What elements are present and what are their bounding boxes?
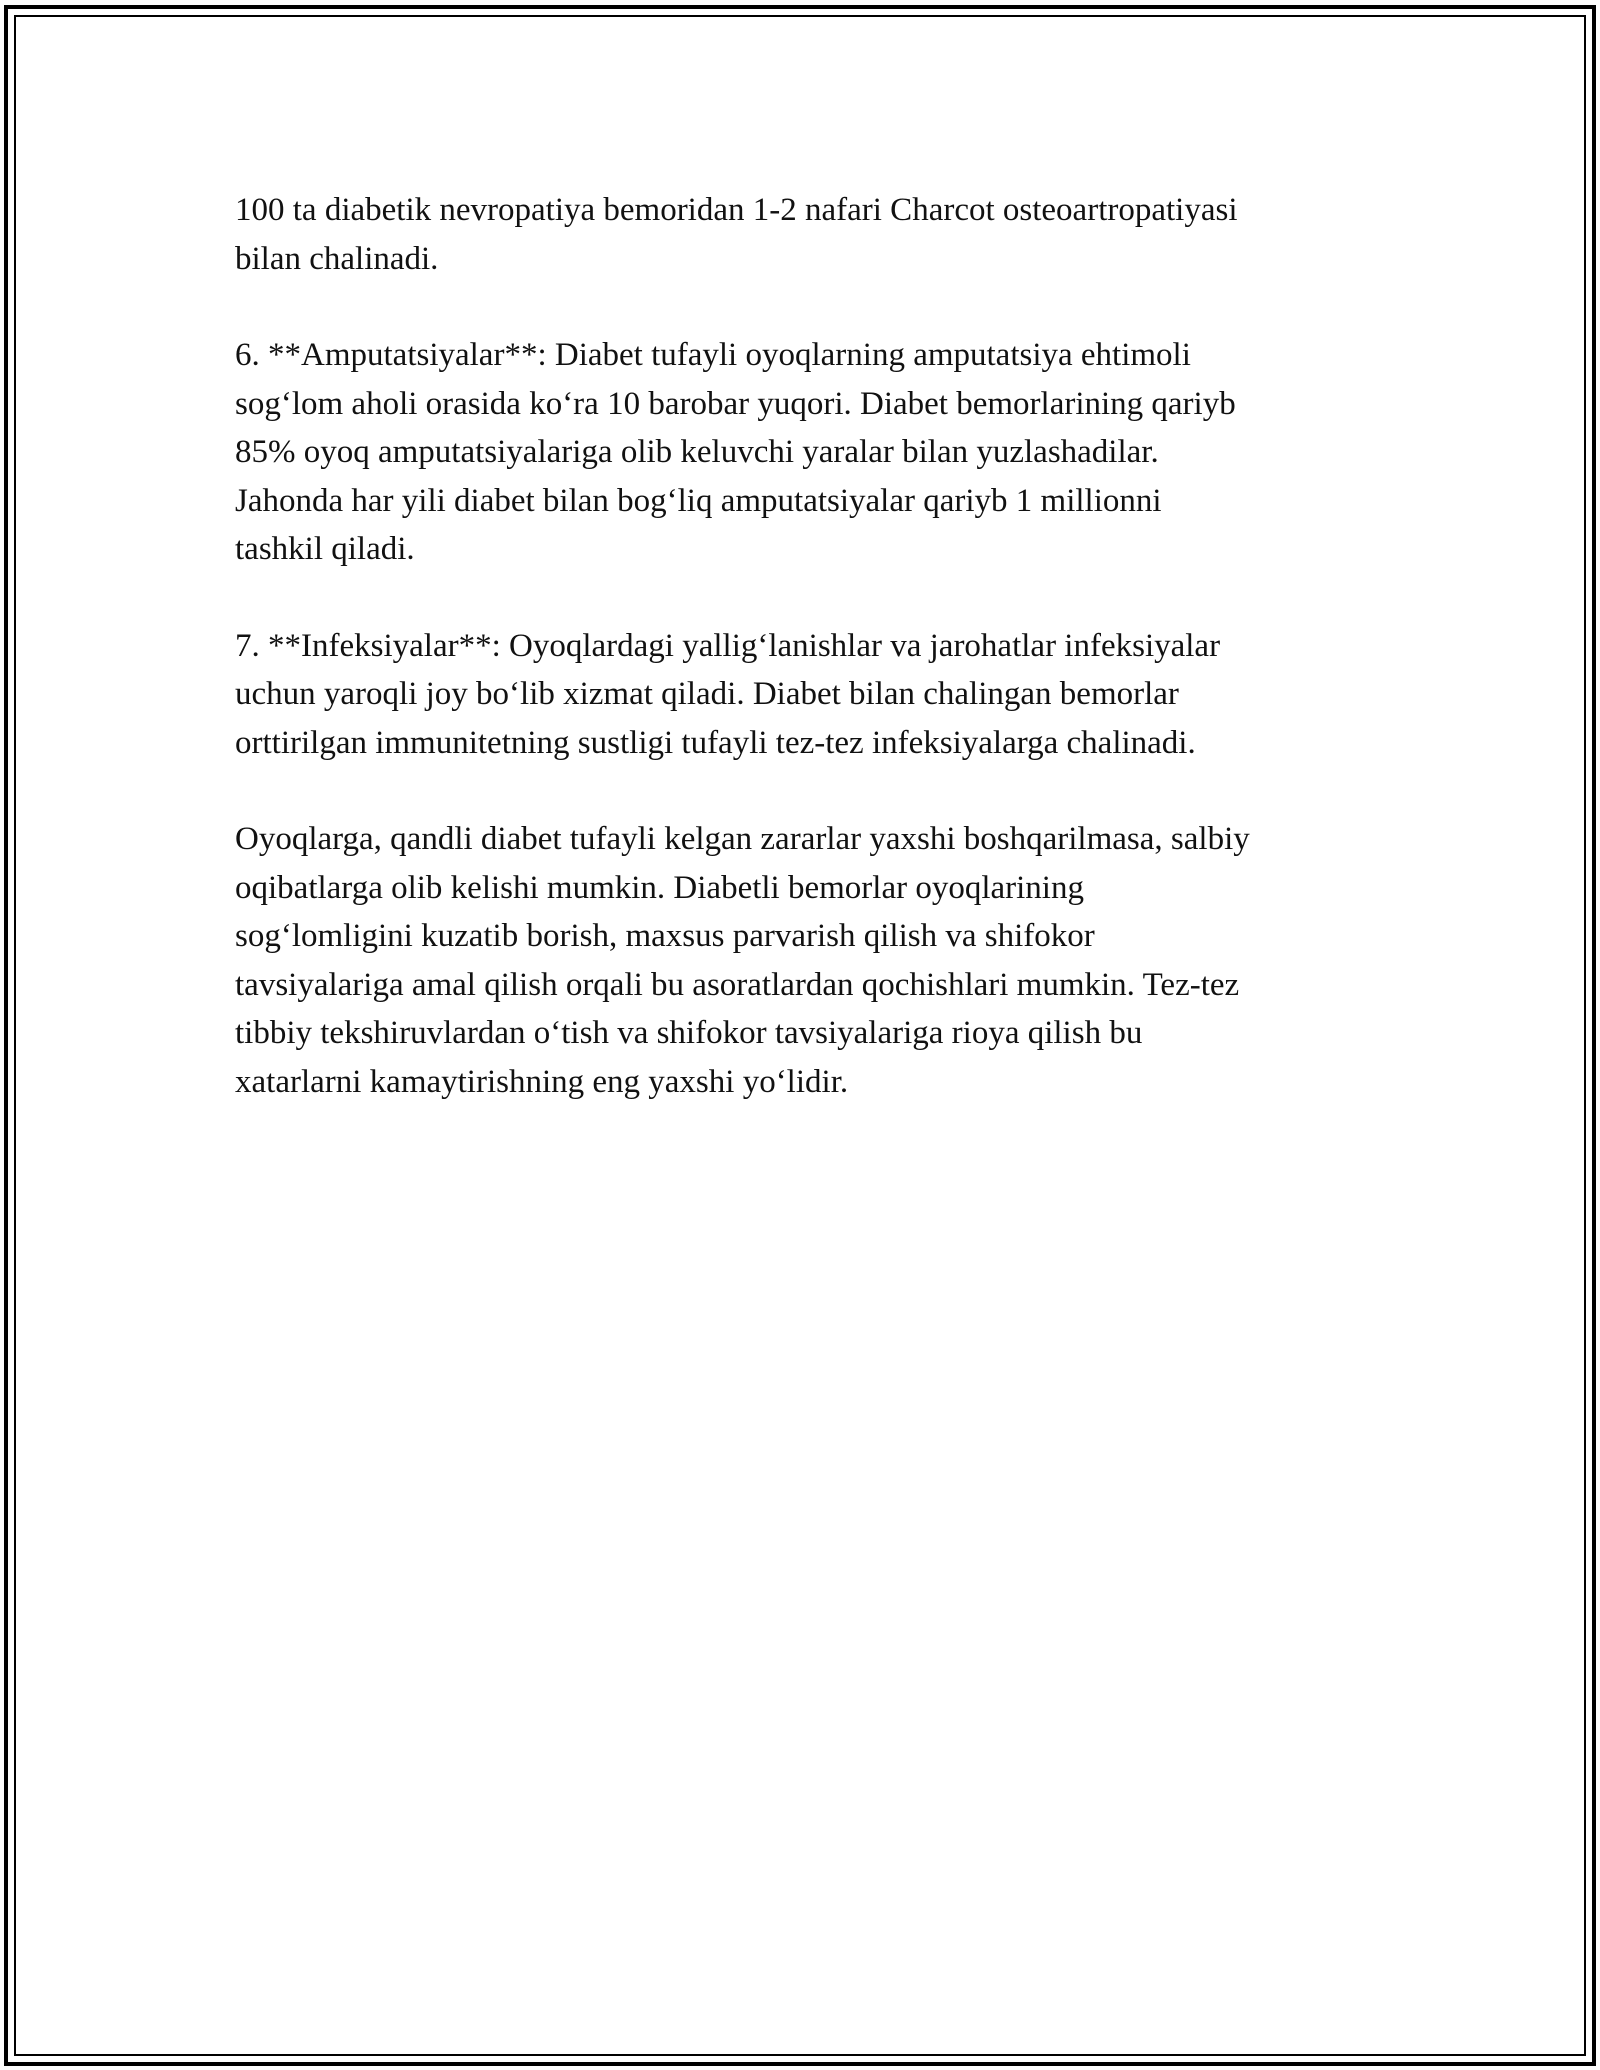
text-line: tashkil qiladi. <box>235 531 415 567</box>
text-line: sog‘lom aholi orasida ko‘ra 10 barobar yuqori. Diabet bemorlarining qariyb <box>235 385 1236 422</box>
document-body <box>235 186 1375 1154</box>
text-line: tibbiy tekshiruvlardan o‘tish va shifokor tavsiyalariga rioya qilish bu <box>235 1015 1143 1051</box>
text-line: xatarlarni kamaytirishning eng yaxshi yo‘lidir. <box>235 1063 849 1100</box>
text-line: uchun yaroqli joy bo‘lib xizmat qiladi. Diabet bilan chalingan bemorlar <box>235 676 1179 712</box>
paragraph-infections <box>235 622 1375 768</box>
paragraph-conclusion <box>235 815 1375 1106</box>
text-line: 6. **Amputatsiyalar**: Diabet tufayli oyoqlarning amputatsiya ehtimoli <box>235 337 1191 373</box>
text-line: tavsiyalariga amal qilish orqali bu asoratlardan qochishlari mumkin. Tez-tez <box>235 966 1240 1003</box>
text-line: orttirilgan immunitetning sustligi tufayli tez-tez infeksiyalarga chalinadi. <box>235 724 1196 761</box>
text-line: Jahonda har yili diabet bilan bog‘liq amputatsiyalar qariyb 1 millionni <box>235 482 1162 519</box>
paragraph-charcot <box>235 186 1375 283</box>
text-line: bilan chalinadi. <box>235 240 439 277</box>
text-line: 100 ta diabetik nevropatiya bemoridan 1-2 nafari Charcot osteoartropatiyasi <box>235 192 1238 228</box>
text-line: 85% oyoq amputatsiyalariga olib keluvchi yaralar bilan yuzlashadilar. <box>235 434 1159 470</box>
paragraph-amputations <box>235 331 1375 574</box>
text-line: Oyoqlarga, qandli diabet tufayli kelgan zararlar yaxshi boshqarilmasa, salbiy <box>235 821 1250 857</box>
text-line: 7. **Infeksiyalar**: Oyoqlardagi yallig‘lanishlar va jarohatlar infeksiyalar <box>235 627 1221 664</box>
text-line: sog‘lomligini kuzatib borish, maxsus parvarish qilish va shifokor <box>235 918 1095 954</box>
text-line: oqibatlarga olib kelishi mumkin. Diabetli bemorlar oyoqlarining <box>235 869 1084 906</box>
